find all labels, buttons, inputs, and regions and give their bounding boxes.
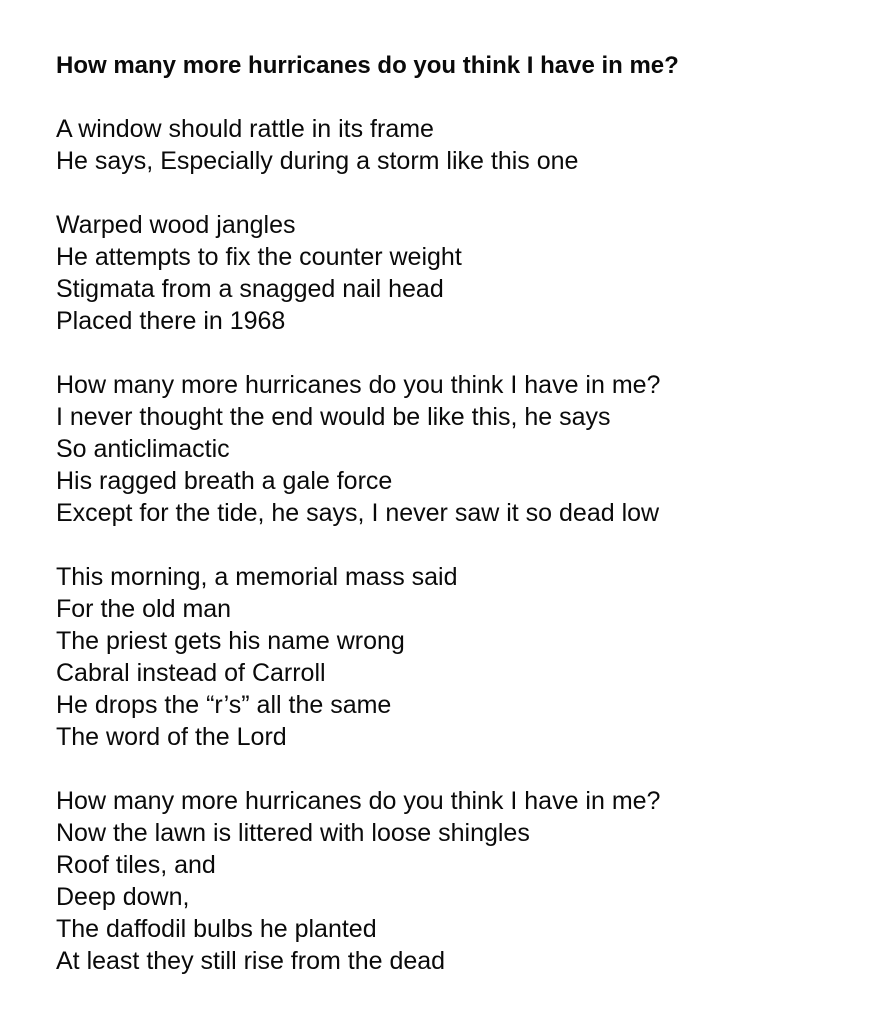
poem-line: He attempts to fix the counter weight	[56, 243, 462, 271]
poem-line: He drops the “r’s” all the same	[56, 691, 392, 719]
poem-line: Now the lawn is littered with loose shingles	[56, 819, 530, 847]
stanza-1	[56, 113, 856, 177]
poem-line: I never thought the end would be like this, he says	[56, 403, 611, 431]
poem-line: How many more hurricanes do you think I have in me?	[56, 787, 661, 815]
poem-line: His ragged breath a gale force	[56, 467, 393, 495]
poem-line: This morning, a memorial mass said	[56, 563, 458, 591]
poem-line: So anticlimactic	[56, 435, 230, 463]
poem-line: Stigmata from a snagged nail head	[56, 275, 444, 303]
stanza-5	[56, 785, 856, 977]
poem-line: Deep down,	[56, 883, 190, 911]
poem-line: Roof tiles, and	[56, 851, 216, 879]
poem-line: For the old man	[56, 595, 232, 623]
poem-line: He says, Especially during a storm like this one	[56, 147, 579, 175]
poem-line: The word of the Lord	[56, 723, 287, 751]
stanza-2	[56, 209, 856, 337]
poem-line: Cabral instead of Carroll	[56, 659, 326, 687]
stanza-3	[56, 369, 856, 529]
poem-line: The daffodil bulbs he planted	[56, 915, 377, 943]
poem-line: Warped wood jangles	[56, 211, 296, 239]
poem-title: How many more hurricanes do you think I have in me?	[56, 52, 679, 79]
poem-line: At least they still rise from the dead	[56, 947, 446, 975]
poem	[56, 50, 856, 977]
poem-line: A window should rattle in its frame	[56, 115, 434, 143]
poem-line: Placed there in 1968	[56, 307, 286, 335]
poem-line: The priest gets his name wrong	[56, 627, 405, 655]
poem-line: How many more hurricanes do you think I have in me?	[56, 371, 661, 399]
stanza-4	[56, 561, 856, 753]
poem-line: Except for the tide, he says, I never saw it so dead low	[56, 499, 660, 527]
